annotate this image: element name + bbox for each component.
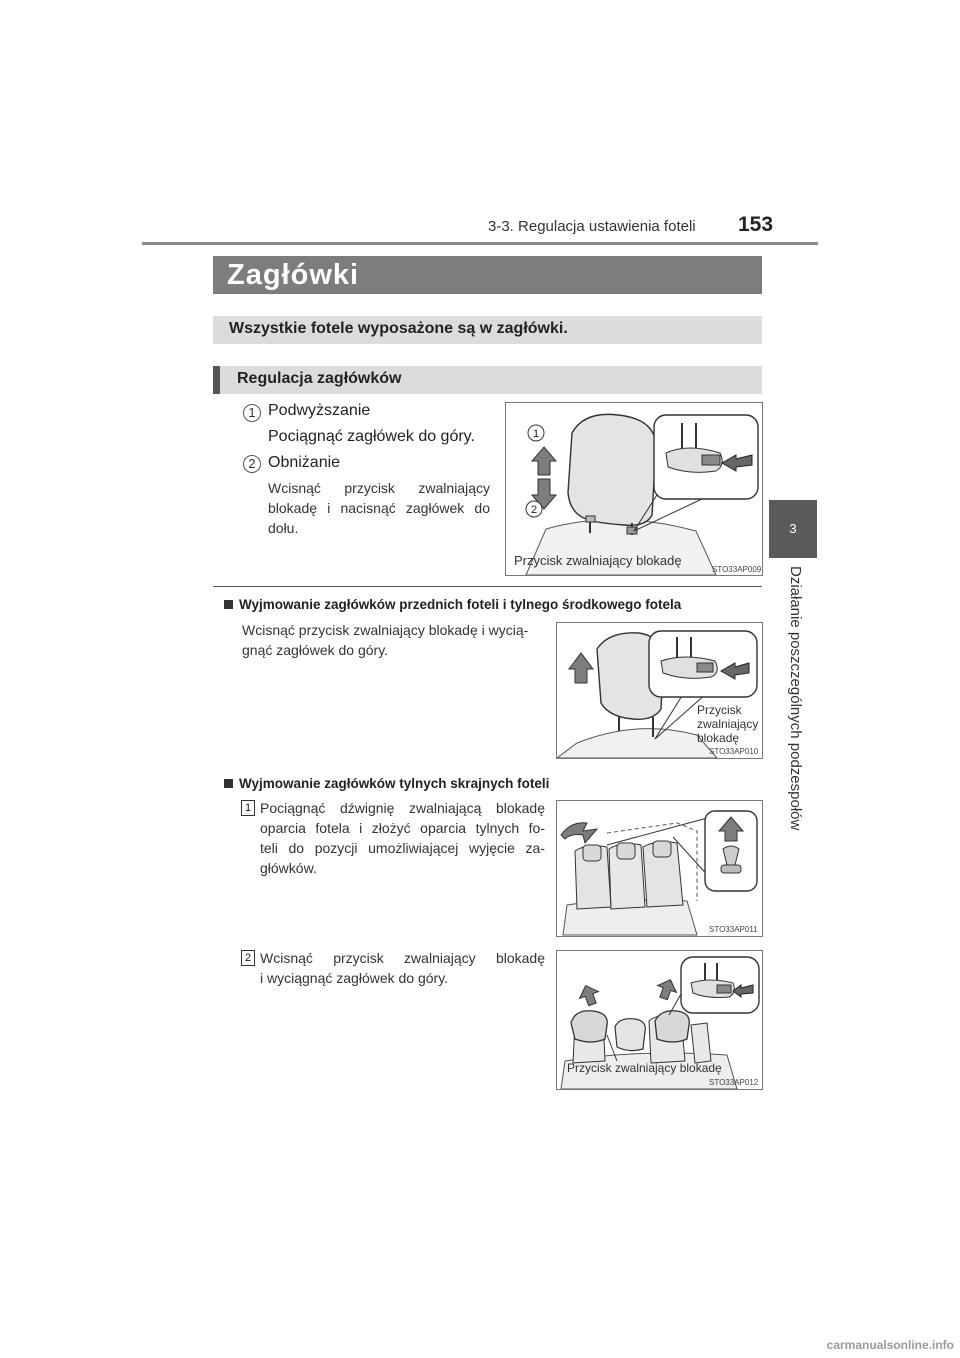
front-removal-line-2: gnąć zagłówek do góry. [242,642,389,658]
subheading: Regulacja zagłówków [237,370,402,387]
step-1-text: Pociągnąć zagłówek do góry. [268,428,475,445]
section-title: 3-3. Regulacja ustawienia foteli [488,218,696,235]
rear-removal-heading: Wyjmowanie zagłówków tylnych skrajnych foteli [224,776,549,791]
figure-rear-removal [556,950,763,1090]
step-1-title: Podwyższanie [268,402,371,419]
figure-rear-fold [556,800,763,937]
figure-1-caption: Przycisk zwalniający blokadę [514,553,682,568]
figure-2-code: STO33AP010 [709,747,759,756]
figure-headrest-adjust [505,402,763,576]
page-title-bar [213,256,762,294]
figure-4-code: STO33AP012 [709,1078,759,1087]
figure-3-code: STO33AP011 [709,925,758,934]
chapter-tab[interactable]: 3 [769,500,817,558]
rear-step-1-text: Pociągnąć dźwignię zwalniającą blokadę oparcia fotela i złożyć oparcia tylnych fo- teli do pozycji umożliwiającej wyjęcie za- główków. [260,800,545,876]
page-number: 153 [738,213,774,236]
figure-front-removal [556,622,763,759]
page-title: Zagłówki [227,259,360,291]
section-divider [213,586,762,587]
figure-2-caption: Przycisk zwalniający blokadę [697,703,759,745]
bullet-square [224,779,233,788]
rear-step-number-1: 1 [241,800,255,816]
header-divider [142,242,818,245]
chapter-label: Działanie poszczególnych podzespołów [787,566,804,831]
figure-label-2: 2 [530,504,538,516]
step-number-1: 1 [243,404,261,422]
front-removal-line-1: Wcisnąć przycisk zwalniający blokadę i wycią- [242,622,529,638]
rear-step-2-text: Wcisnąć przycisk zwalniający blokadę i wyciągnąć zagłówek do góry. [260,950,545,986]
front-removal-heading: Wyjmowanie zagłówków przednich foteli i tylnego środkowego fotela [224,597,681,612]
figure-1-code: STO33AP009 [712,565,762,574]
step-number-2: 2 [243,455,261,473]
subheading-bar [213,366,762,394]
step-2-text-line-3: dołu. [268,520,299,536]
intro-bar [213,316,762,344]
figure-label-1: 1 [532,428,540,440]
figure-4-caption: Przycisk zwalniający blokadę [567,1061,722,1075]
step-2-title: Obniżanie [268,454,341,471]
step-2-text-line-2: blokadę i nacisnąć zagłówek do [268,500,490,516]
rear-step-number-2: 2 [241,950,255,966]
watermark: carmanualsonline.info [826,1338,954,1352]
step-2-text-line-1: Wcisnąć przycisk zwalniający [268,480,490,496]
intro-text: Wszystkie fotele wyposażone są w zagłówki. [229,320,568,337]
bullet-square [224,600,233,609]
